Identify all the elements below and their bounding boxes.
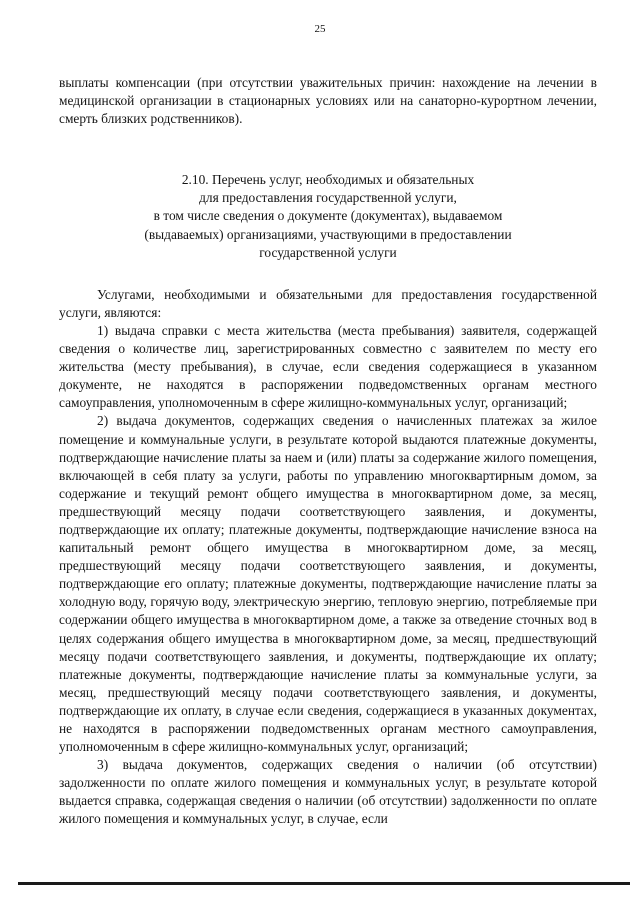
lead-paragraph: Услугами, необходимыми и обязательными для предоставления государственной услуги, являются: (59, 286, 597, 320)
section-heading-line: государственной услуги (259, 244, 397, 260)
section-heading (59, 171, 597, 261)
list-item: 3) выдача документов, содержащих сведения о наличии (об отсутствии) задолженности по оплате жилого помещения и коммунальных услуг, в результате которой выдается справка, содержащая сведения о наличии (об отсутствии) задолженности по оплате жилого помещения и коммунальных услуг, в случае, если (59, 757, 597, 827)
list-item: 1) выдача справки с места жительства (места пребывания) заявителя, содержащей сведения о количестве лиц, зарегистрированных совместно с заявителем по месту его жительства (месту пребывания), в случае, если сведения содержащиеся в указанном документе, не находятся в распоряжении подведомственных органам местного самоуправления, уполномоченным в сфере жилищно-коммунальных услуг, организаций; (59, 322, 597, 411)
section-heading-line: для предоставления государственной услуги, (199, 190, 457, 206)
section-heading-line: 2.10. Перечень услуг, необходимых и обязательных (181, 172, 475, 188)
section-heading-line: (выдаваемых) организациями, участвующими в предоставлении (144, 226, 512, 242)
intro-paragraph: выплаты компенсации (при отсутствии уважительных причин: нахождение на лечении в медицинской организации в стационарных условиях или на санаторно-курортном лечении, смерть близких родственников). (59, 75, 597, 127)
page-number: 25 (314, 23, 326, 35)
list-item: 2) выдача документов, содержащих сведения о начисленных платежах за жилое помещение и коммунальные услуги, в результате которой выдаются платежные документы, подтверждающие начисление платы за наем и (или) платы за содержание жилого помещения, включающей в себя плату за услуги, работы по управлению многоквартирным домом, за содержание и текущий ремонт общего имущества в многоквартирном доме, за месяц, предшествующий месяцу подачи соответствующего заявления, и документы, подтверждающие их оплату; платежные документы, подтверждающие начисление взноса на капитальный ремонт общего имущества в многоквартирном доме, за месяц, предшествующий месяцу подачи соответствующего заявления, и документы, подтверждающие его оплату; платежные документы, подтверждающие начисление платы за холодную воду, горячую воду, электрическую энергию, тепловую энергию, потребляемые при содержании общего имущества в многоквартирном доме, а также за отведение сточных вод в целях содержания общего имущества в многоквартирном доме, за месяц, предшествующий месяцу подачи соответствующего заявления, и документы, подтверждающие их оплату; платежные документы, подтверждающие начисление платы за коммунальные услуги, за месяц, предшествующий месяцу подачи соответствующего заявления, и документы, подтверждающие их оплату, в случае если сведения, содержащиеся в указанных документах, не находятся в распоряжении подведомственных органам местного самоуправления, уполномоченным в сфере жилищно-коммунальных услуг, организаций; (59, 413, 597, 755)
document-body (59, 74, 597, 829)
page-bottom-rule (18, 882, 630, 885)
section-heading-line: в том числе сведения о документе (документах), выдаваемом (153, 208, 503, 224)
